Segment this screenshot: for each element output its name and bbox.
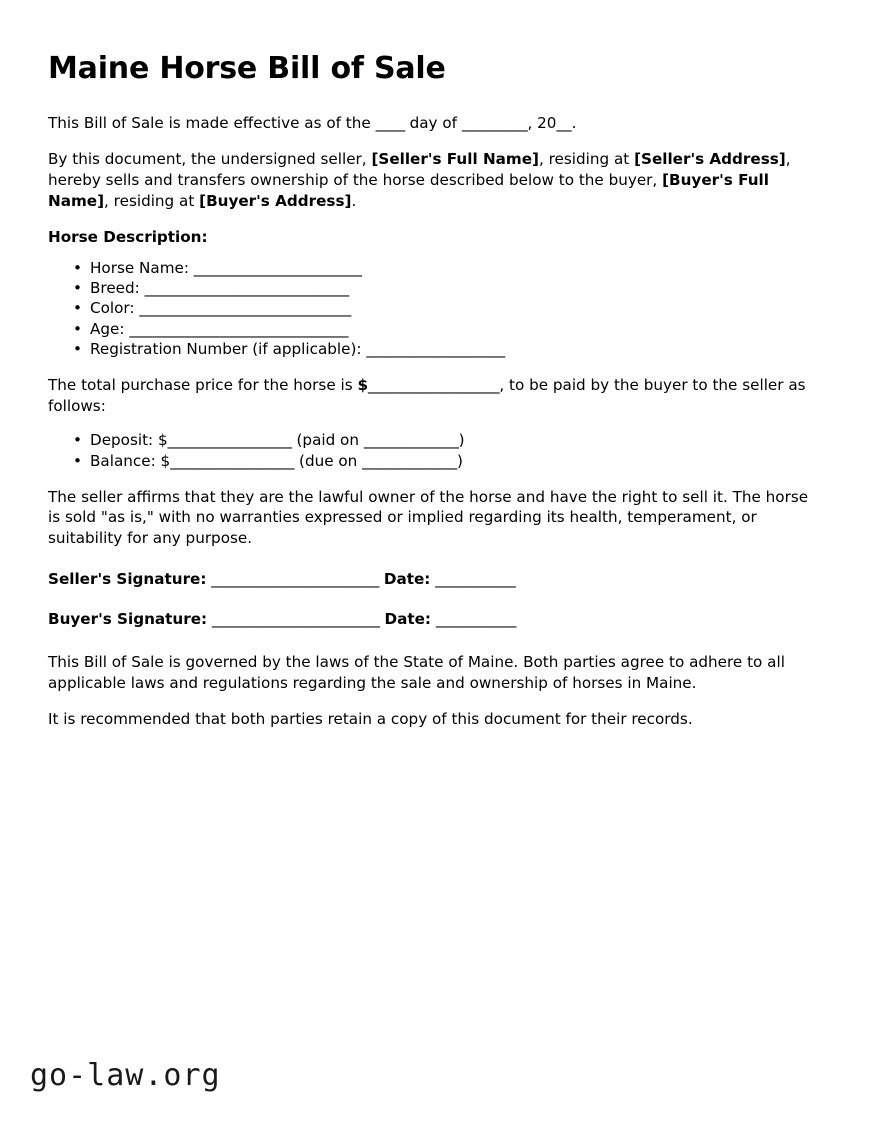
parties-part3: , hereby sells and transfers ownership of the horse described below to the buyer, [48,150,791,189]
list-item [90,451,810,471]
document-body [48,52,810,746]
seller-date-blank: ___________ [435,569,516,588]
list-item [90,298,810,318]
parties-part1: By this document, the undersigned seller, [48,150,372,169]
list-item [90,319,810,339]
balance-amount-blank: _________________ [170,451,295,470]
price-part2: , to be paid by the buyer to the seller as follows: [48,375,806,415]
payment-terms-list [48,430,810,470]
site-watermark: go-law.org [30,1058,221,1093]
list-item [90,278,810,298]
breed-label: Breed: [90,279,145,298]
effective-suffix: , 20__. [527,113,577,132]
month-blank: _________ [461,113,528,132]
breed-blank: ____________________________ [144,279,349,298]
purchase-price-paragraph [48,375,810,416]
governing-law-paragraph: This Bill of Sale is governed by the laws of the State of Maine. Both parties agree to adhere to all applicable laws and regulations regarding the sale and ownership of horses in Maine. [48,653,785,692]
price-blank: __________________ [368,375,500,394]
page-title: Maine Horse Bill of Sale [48,51,446,86]
balance-close: ) [456,451,463,470]
balance-mid: (due on [294,451,363,470]
effective-mid: day of [404,113,462,132]
seller-signature-blank: _______________________ [211,569,380,588]
buyer-signature-label: Buyer's Signature: [48,610,208,629]
balance-date-blank: _____________ [362,451,457,470]
buyer-signature-blank: _______________________ [211,610,380,629]
seller-signature-label: Seller's Signature: [48,569,207,588]
buyer-date-blank: ___________ [435,610,517,629]
color-blank: _____________________________ [139,299,351,318]
effective-date-paragraph [48,113,810,134]
age-label: Age: [90,319,130,338]
day-blank: ____ [375,113,405,132]
buyer-date-label: Date: [384,610,431,629]
buyer-address-placeholder: [Buyer's Address] [199,191,352,210]
dollar-sign: $ [357,375,369,394]
registration-number-label: Registration Number (if applicable): [90,339,367,358]
parties-part5: . [351,191,357,210]
deposit-mid: (paid on [291,431,364,450]
horse-description-heading: Horse Description: [48,228,208,247]
signature-block [48,569,810,630]
seller-date-label: Date: [383,569,431,588]
color-label: Color: [90,299,140,318]
horse-description-list [48,258,810,359]
parties-part2: , residing at [538,150,635,169]
deposit-amount-blank: _________________ [167,431,292,450]
parties-paragraph [48,149,810,211]
effective-prefix: This Bill of Sale is made effective as of the [48,113,376,132]
parties-part4: , residing at [104,191,200,210]
seller-name-placeholder: [Seller's Full Name] [371,150,539,169]
list-item [90,339,810,359]
seller-signature-line [48,569,810,590]
buyer-signature-line [48,609,810,630]
horse-name-label: Horse Name: [90,258,194,277]
seller-address-placeholder: [Seller's Address] [634,150,786,169]
deposit-label: Deposit: $ [90,431,168,450]
list-item [90,258,810,278]
deposit-close: ) [458,431,465,450]
deposit-date-blank: _____________ [363,431,459,450]
list-item [90,430,810,450]
buyer-name-placeholder: [Buyer's Full Name] [48,170,769,210]
registration-number-blank: ___________________ [366,339,505,358]
balance-label: Balance: $ [90,451,171,470]
recommendation-paragraph: It is recommended that both parties retain a copy of this document for their records. [48,710,693,729]
age-blank: ______________________________ [129,319,349,338]
horse-name-blank: _______________________ [193,258,362,277]
affirmation-paragraph: The seller affirms that they are the lawful owner of the horse and have the right to sell it. The horse is sold "as is," with no warranties expressed or implied regarding its health, temperament, or suitability for any purpose. [48,487,809,548]
price-part1: The total purchase price for the horse is [48,375,358,394]
